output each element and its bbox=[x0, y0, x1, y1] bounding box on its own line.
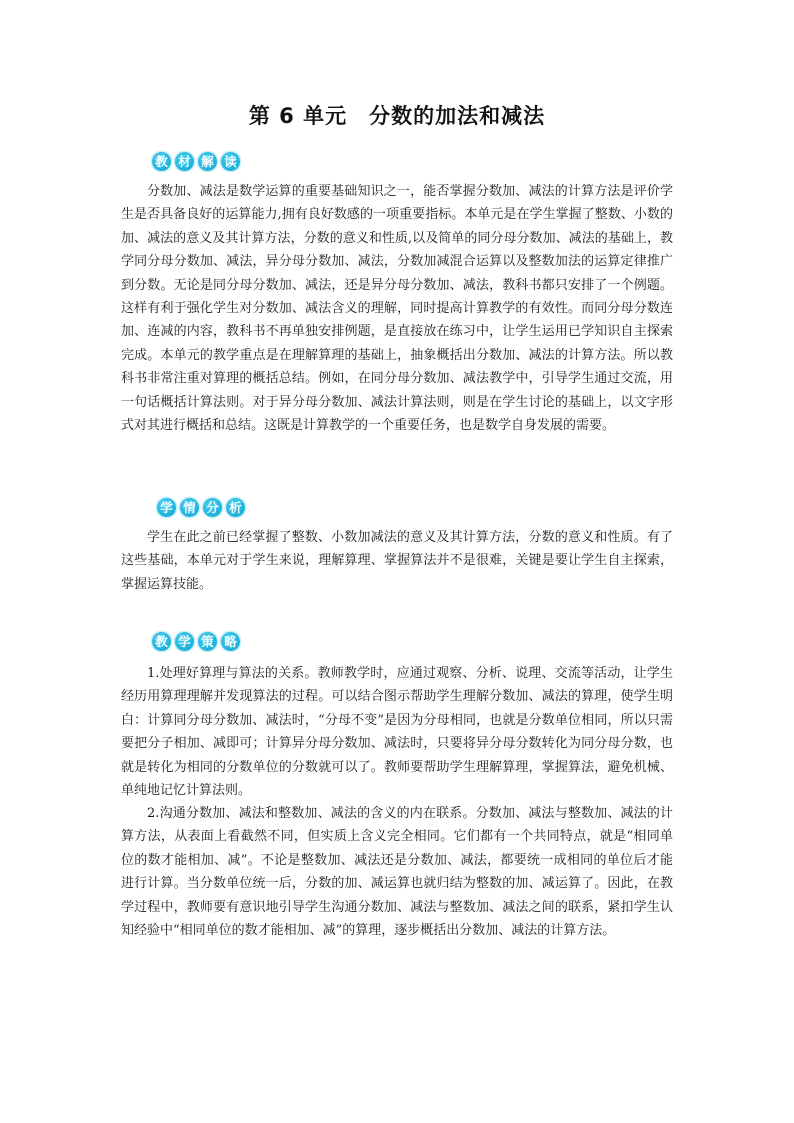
badge-char: 教 bbox=[152, 152, 171, 171]
section-paragraph: 学生在此之前已经掌握了整数、小数加减法的意义及其计算方法，分数的意义和性质。有了这些基础，本单元对于学生来说，理解算理、掌握算法并不是很难，关键是要让学生自主探索，掌握运算技能。 bbox=[121, 530, 673, 592]
section-badge-teaching-strategy bbox=[148, 629, 248, 653]
badge-char: 略 bbox=[221, 632, 240, 651]
badge-char: 解 bbox=[198, 152, 217, 171]
section-paragraph: 2.沟通分数加、减法和整数加、减法的含义的内在联系。分数加、减法与整数加、减法的计算方法，从表面上看截然不同，但实质上含义完全相同。它们都有一个共同特点，就是“相同单位的数才能相加、减”。不论是整数加、减法还是分数加、减法，都要统一成相同的单位后才能进行计算。当分数单位统一后，分数的加、减运算也就归结为整数的加、减运算了。因此，在教学过程中，教师要有意识地引导学生沟通分数加、减法与整数加、减法之间的联系，紧扣学生认知经验中“相同单位的数才能相加、减”的算理，逐步概括出分数加、减法的计算方法。 bbox=[121, 806, 673, 939]
badge-char: 情 bbox=[180, 498, 199, 517]
badge-char: 学 bbox=[157, 498, 176, 517]
badge-char: 材 bbox=[175, 152, 194, 171]
section-badge-student-analysis bbox=[153, 495, 253, 519]
section-paragraph: 分数加、减法是数学运算的重要基础知识之一，能否掌握分数加、减法的计算方法是评价学生是否具备良好的运算能力,拥有良好数感的一项重要指标。本单元是在学生掌握了整数、小数的加、减法的意义及其计算方法，分数的意义和性质,以及简单的同分母分数加、减法的基础上，教学同分母分数加、减法，异分母分数加、减法，分数加减混合运算以及整数加法的运算定律推广到分数。无论是同分母分数加、减法，还是异分母分数加、减法，教科书都只安排了一个例题。这样有利于强化学生对分数加、减法含义的理解，同时提高计算教学的有效性。而同分母分数连加、连减的内容，教科书不再单独安排例题，是直接放在练习中，让学生运用已学知识自主探索完成。本单元的教学重点是在理解算理的基础上，抽象概括出分数加、减法的计算方法。所以教科书非常注重对算理的概括总结。例如，在同分母分数加、减法教学中，引导学生通过交流，用一句话概括计算法则。对于异分母分数加、减法计算法则，则是在学生讨论的基础上，以文字形式对其进行概括和总结。这既是计算教学的一个重要任务，也是数学自身发展的需要。 bbox=[121, 184, 673, 434]
page-title: 第 6 单元 分数的加法和减法 bbox=[248, 104, 546, 128]
badge-char: 教 bbox=[152, 632, 171, 651]
section-badge-textbook-interpretation bbox=[148, 149, 248, 173]
badge-char: 分 bbox=[203, 498, 222, 517]
section-paragraph: 1.处理好算理与算法的关系。教师教学时，应通过观察、分析、说理、交流等活动，让学生经历用算理理解并发现算法的过程。可以结合图示帮助学生理解分数加、减法的算理，使学生明白：计算同分母分数加、减法时，“分母不变”是因为分母相同，也就是分数单位相同，所以只需要把分子相加、减即可；计算异分母分数加、减法时，只要将异分母分数转化为同分母分数，也就是转化为相同的分数单位的分数就可以了。教师要帮助学生理解算理，掌握算法，避免机械、单纯地记忆计算法则。 bbox=[121, 666, 673, 799]
badge-char: 析 bbox=[226, 498, 245, 517]
badge-char: 策 bbox=[198, 632, 217, 651]
badge-char: 读 bbox=[221, 152, 240, 171]
badge-char: 学 bbox=[175, 632, 194, 651]
